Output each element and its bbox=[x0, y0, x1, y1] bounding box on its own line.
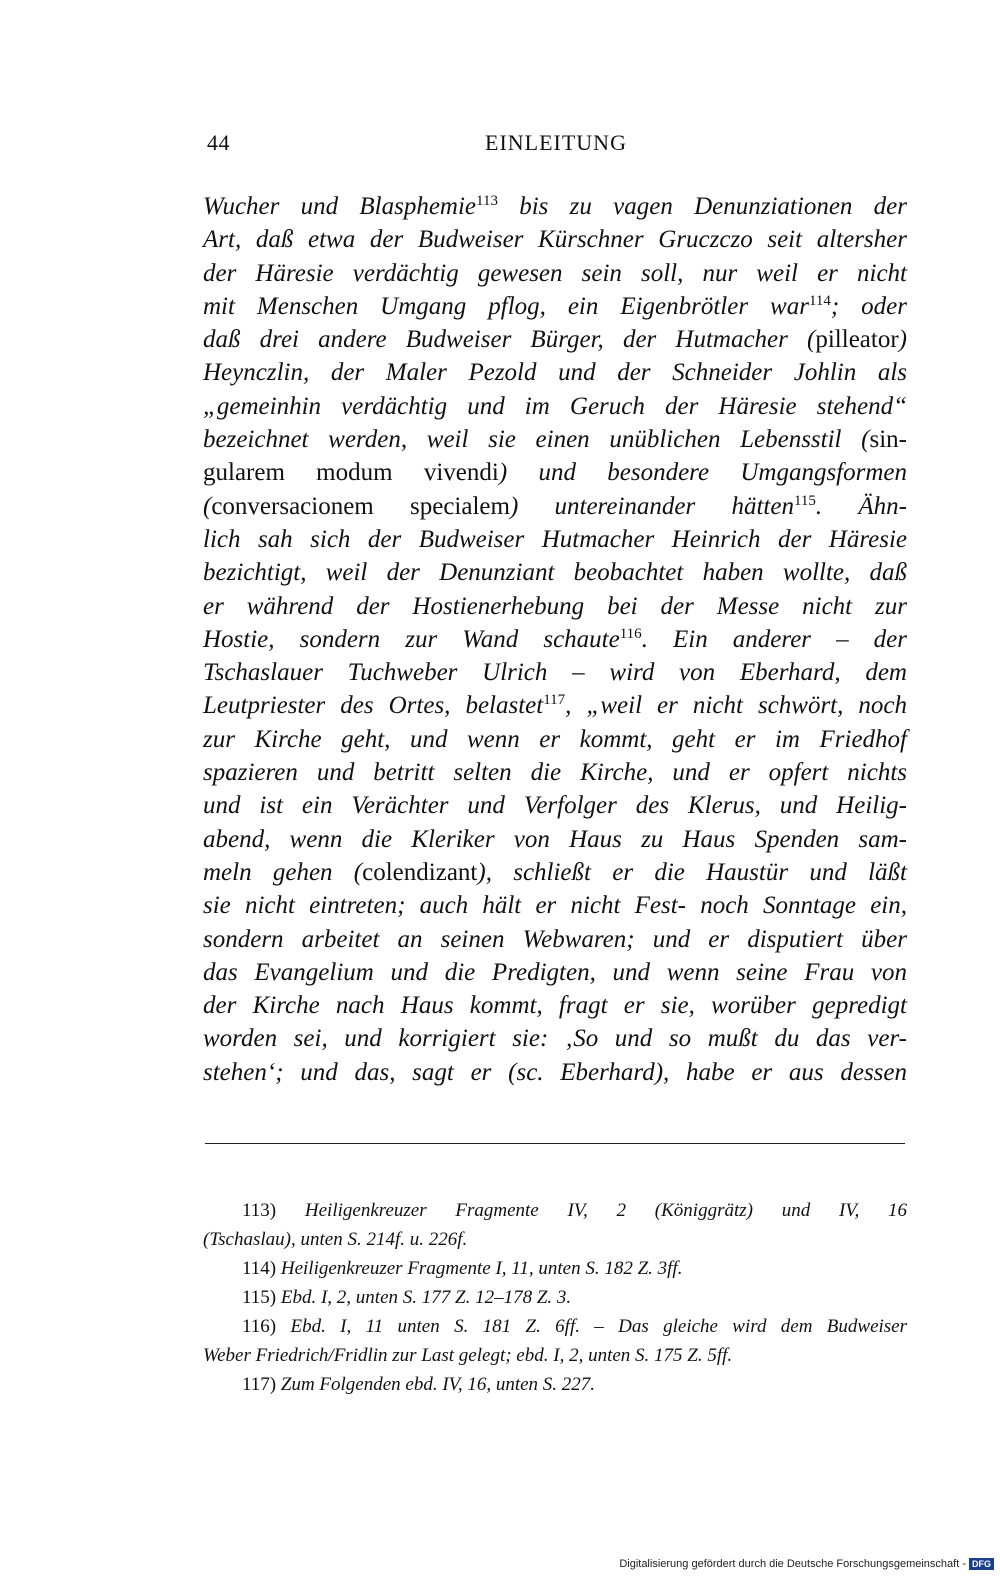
text-segment: „gemeinhin verdächtig und im Geruch der Häresie stehend“ bbox=[203, 392, 907, 420]
digitization-credit bbox=[619, 1557, 994, 1571]
footnote-reference: 117 bbox=[543, 692, 566, 709]
footnote-116-line-1: 116) Ebd. I, 11 unten S. 181 Z. 6ff. – Das gleiche wird dem Budweiser bbox=[242, 1316, 907, 1337]
footnote-113-line-1: 113) Heiligenkreuzer Fragmente IV, 2 (Königgrätz) und IV, 16 bbox=[242, 1200, 907, 1221]
footnote-115: 115) Ebd. I, 2, unten S. 177 Z. 12–178 Z. 3. bbox=[242, 1287, 572, 1308]
text-segment: zur Kirche geht, und wenn er kommt, geht er im Friedhof bbox=[203, 725, 907, 753]
latin-quote: sin- bbox=[869, 426, 907, 454]
text-segment: abend, wenn die Kleriker von Haus zu Haus Spenden sam- bbox=[203, 825, 907, 853]
text-segment: Tschaslauer Tuchweber Ulrich – wird von Eberhard, dem bbox=[203, 659, 907, 687]
text-line bbox=[203, 1022, 907, 1055]
text-segment: meln gehen ( bbox=[203, 858, 363, 886]
text-segment: mit Menschen Umgang pflog, ein Eigenbrötler war bbox=[203, 292, 809, 320]
text-line bbox=[203, 889, 907, 922]
text-line bbox=[203, 490, 907, 523]
text-segment: lich sah sich der Budweiser Hutmacher Heinrich der Häresie bbox=[203, 525, 907, 553]
text-line bbox=[203, 989, 907, 1022]
text-line bbox=[203, 590, 907, 623]
text-line bbox=[203, 356, 907, 389]
text-segment: stehen‘; und das, sagt er (sc. Eberhard), habe er aus dessen bbox=[203, 1058, 907, 1086]
text-line bbox=[203, 290, 907, 323]
text-line bbox=[203, 323, 907, 356]
latin-quote: conversacionem specialem bbox=[211, 492, 510, 520]
text-line bbox=[203, 623, 907, 656]
text-segment: worden sei, und korrigiert sie: ‚So und so mußt du das ver- bbox=[203, 1025, 907, 1053]
page-header bbox=[207, 130, 907, 162]
text-segment: spazieren und betritt selten die Kirche, und er opfert nichts bbox=[203, 759, 907, 787]
text-segment: Leutpriester des Ortes, belastet bbox=[203, 692, 544, 720]
main-text bbox=[203, 190, 907, 1089]
text-line bbox=[203, 556, 907, 589]
latin-quote: pilleator bbox=[815, 326, 899, 354]
footnote-reference: 116 bbox=[619, 625, 642, 642]
footnote-117: 117) Zum Folgenden ebd. IV, 16, unten S. 227. bbox=[242, 1374, 596, 1395]
text-line bbox=[203, 223, 907, 256]
text-line bbox=[203, 390, 907, 423]
footnotes bbox=[203, 1196, 907, 1399]
text-line bbox=[203, 456, 907, 489]
text-segment: ( bbox=[203, 492, 212, 520]
credit-text: Digitalisierung gefördert durch die Deutsche Forschungsgemeinschaft - bbox=[619, 1558, 966, 1570]
text-segment: . Ein anderer – der bbox=[641, 625, 907, 653]
text-segment: er während der Hostienerhebung bei der Messe nicht zur bbox=[203, 592, 907, 620]
text-segment: bis zu vagen Denunziationen der bbox=[497, 193, 908, 220]
latin-quote: colendizant bbox=[362, 858, 478, 886]
text-line bbox=[203, 1056, 907, 1089]
text-line bbox=[203, 823, 907, 856]
text-segment: ) untereinander hätten bbox=[509, 492, 794, 520]
text-segment: bezeichnet werden, weil sie einen unüblichen Lebensstil ( bbox=[203, 426, 870, 454]
text-segment: der Kirche nach Haus kommt, fragt er sie, worüber gepredigt bbox=[203, 992, 907, 1020]
text-line bbox=[203, 656, 907, 689]
footnote-reference: 114 bbox=[808, 292, 831, 309]
text-line bbox=[203, 423, 907, 456]
text-line bbox=[203, 856, 907, 889]
latin-quote: gularem modum vivendi bbox=[203, 459, 499, 487]
text-line bbox=[203, 956, 907, 989]
dfg-logo: DFG bbox=[969, 1558, 994, 1570]
footnote-116-line-2: Weber Friedrich/Fridlin zur Last gelegt; ebd. I, 2, unten S. 175 Z. 5ff. bbox=[203, 1345, 733, 1366]
footnote-reference: 115 bbox=[793, 492, 816, 509]
text-segment: sie nicht eintreten; auch hält er nicht Fest- noch Sonntage ein, bbox=[203, 892, 907, 920]
footnote-114: 114) Heiligenkreuzer Fragmente I, 11, unten S. 182 Z. 3ff. bbox=[242, 1258, 683, 1279]
text-line bbox=[203, 689, 907, 722]
text-segment: das Evangelium und die Predigten, und wenn seine Frau von bbox=[203, 958, 907, 986]
text-segment: sondern arbeitet an seinen Webwaren; und er disputiert über bbox=[203, 925, 907, 953]
text-segment: Art, daß etwa der Budweiser Kürschner Gruczczo seit altersher bbox=[203, 226, 907, 254]
text-segment: der Häresie verdächtig gewesen sein soll, nur weil er nicht bbox=[203, 259, 907, 287]
text-line bbox=[203, 723, 907, 756]
text-segment: und ist ein Verächter und Verfolger des Klerus, und Heilig- bbox=[203, 792, 907, 820]
text-line bbox=[203, 257, 907, 290]
text-line bbox=[203, 190, 907, 223]
text-line bbox=[203, 756, 907, 789]
text-segment: . Ähn- bbox=[815, 492, 907, 520]
running-head: EINLEITUNG bbox=[485, 130, 627, 155]
text-line bbox=[203, 923, 907, 956]
text-segment: ) bbox=[898, 326, 907, 354]
text-segment: Hostie, sondern zur Wand schaute bbox=[203, 625, 620, 653]
text-line bbox=[203, 789, 907, 822]
text-segment: Heynczlin, der Maler Pezold und der Schneider Johlin als bbox=[203, 359, 907, 387]
text-segment: daß drei andere Budweiser Bürger, der Hutmacher ( bbox=[203, 326, 816, 354]
text-segment: Wucher und Blasphemie bbox=[203, 193, 477, 220]
text-segment: bezichtigt, weil der Denunziant beobachtet haben wollte, daß bbox=[203, 559, 907, 587]
footnote-divider bbox=[205, 1143, 905, 1144]
page-number: 44 bbox=[207, 130, 230, 155]
text-segment: ; oder bbox=[830, 292, 907, 320]
footnote-113-line-2: (Tschaslau), unten S. 214f. u. 226f. bbox=[203, 1229, 468, 1250]
text-segment: ) und besondere Umgangsformen bbox=[498, 459, 908, 487]
text-line bbox=[203, 523, 907, 556]
text-segment: ), schließt er die Haustür und läßt bbox=[477, 858, 907, 886]
footnote-reference: 113 bbox=[476, 193, 498, 209]
text-segment: , „weil er nicht schwört, noch bbox=[565, 692, 907, 720]
